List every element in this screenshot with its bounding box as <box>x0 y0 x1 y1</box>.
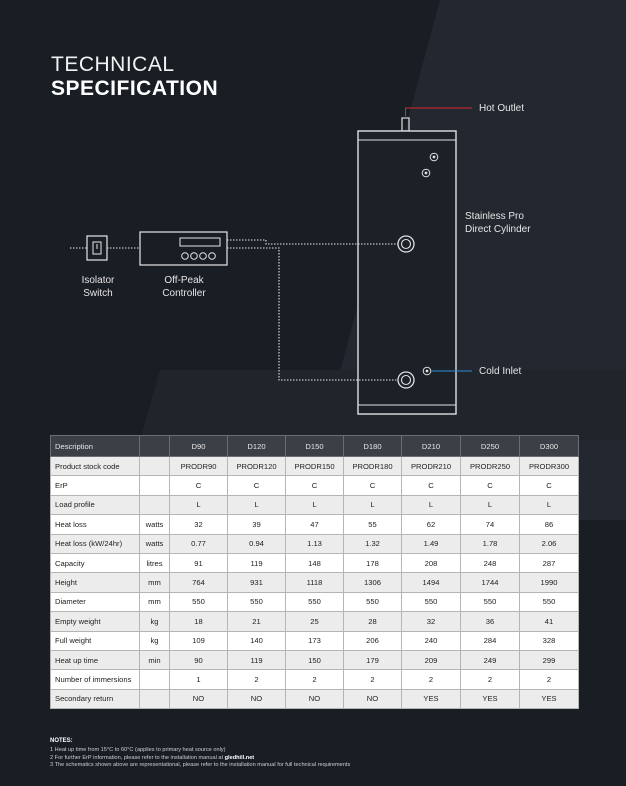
row-description: Empty weight <box>51 612 140 631</box>
table-cell: 550 <box>520 592 579 611</box>
row-unit: watts <box>140 534 170 553</box>
table-cell: 1.49 <box>402 534 461 553</box>
table-cell: 284 <box>461 631 520 650</box>
isolator-label-line-1: Isolator <box>81 275 115 286</box>
table-cell: PRODR150 <box>286 457 344 476</box>
row-unit: kg <box>140 612 170 631</box>
table-cell: PRODR120 <box>228 457 286 476</box>
table-cell: 1.32 <box>344 534 402 553</box>
table-cell: 1306 <box>344 573 402 592</box>
table-cell: 1990 <box>520 573 579 592</box>
table-row <box>51 495 579 514</box>
table-cell: C <box>461 476 520 495</box>
row-description: Secondary return <box>51 689 140 708</box>
row-unit: mm <box>140 592 170 611</box>
hot-outlet-label: Hot Outlet <box>479 103 525 114</box>
table-cell: 0.77 <box>170 534 228 553</box>
row-unit: min <box>140 650 170 669</box>
header-model: D180 <box>344 436 402 457</box>
header-model: D120 <box>228 436 286 457</box>
table-body <box>51 457 579 709</box>
table-cell: 209 <box>402 650 461 669</box>
table-cell: 299 <box>520 650 579 669</box>
notes <box>50 738 350 770</box>
isolator-label-line-2: Switch <box>83 288 113 299</box>
table-cell: 55 <box>344 515 402 534</box>
cylinder-label <box>465 210 531 236</box>
table-row <box>51 476 579 495</box>
table-row <box>51 650 579 669</box>
cylinder-label-line-2: Direct Cylinder <box>465 224 531 235</box>
header-model: D150 <box>286 436 344 457</box>
table-cell: 0.94 <box>228 534 286 553</box>
row-description: Height <box>51 573 140 592</box>
table-cell: 2.06 <box>520 534 579 553</box>
table-row <box>51 457 579 476</box>
table-cell: 287 <box>520 553 579 572</box>
table-cell: 764 <box>170 573 228 592</box>
table-cell: 119 <box>228 650 286 669</box>
table-cell: 550 <box>461 592 520 611</box>
table-cell: 2 <box>344 670 402 689</box>
table-cell: 240 <box>402 631 461 650</box>
table-cell: L <box>228 495 286 514</box>
cylinder-schematic <box>358 108 472 414</box>
table-cell: 39 <box>228 515 286 534</box>
table-cell: 150 <box>286 650 344 669</box>
row-unit <box>140 689 170 708</box>
table-cell: 140 <box>228 631 286 650</box>
row-unit <box>140 670 170 689</box>
table-cell: L <box>461 495 520 514</box>
table-cell: 1118 <box>286 573 344 592</box>
title-line-2: SPECIFICATION <box>51 77 219 100</box>
table-cell: 90 <box>170 650 228 669</box>
table-cell: 47 <box>286 515 344 534</box>
row-description: Full weight <box>51 631 140 650</box>
table-cell: 1744 <box>461 573 520 592</box>
table-cell: 74 <box>461 515 520 534</box>
table-cell: L <box>520 495 579 514</box>
note-3: 3 The schematics shown above are representational, please refer to the installation manual for full technical requirements <box>50 762 351 769</box>
table-cell: 18 <box>170 612 228 631</box>
header-model: D300 <box>520 436 579 457</box>
table-cell: 550 <box>170 592 228 611</box>
row-unit: litres <box>140 553 170 572</box>
row-unit: mm <box>140 573 170 592</box>
note-2 <box>50 755 350 762</box>
row-description: Heat loss <box>51 515 140 534</box>
table-cell: 36 <box>461 612 520 631</box>
table-cell: NO <box>170 689 228 708</box>
row-unit <box>140 476 170 495</box>
table-cell: 206 <box>344 631 402 650</box>
row-description: Number of immersions <box>51 670 140 689</box>
page-title <box>51 54 218 99</box>
table-row <box>51 515 579 534</box>
note-2-text: 2 For further ErP information, please refer to the installation manual at <box>50 754 225 761</box>
table-cell: 550 <box>286 592 344 611</box>
row-unit <box>140 457 170 476</box>
table-cell: C <box>344 476 402 495</box>
table-cell: C <box>170 476 228 495</box>
table-cell: 25 <box>286 612 344 631</box>
table-cell: 119 <box>228 553 286 572</box>
table-cell: 62 <box>402 515 461 534</box>
table-row <box>51 592 579 611</box>
row-description: Diameter <box>51 592 140 611</box>
table-row <box>51 612 579 631</box>
table-cell: PRODR180 <box>344 457 402 476</box>
table-cell: 173 <box>286 631 344 650</box>
table-cell: L <box>344 495 402 514</box>
table-row <box>51 631 579 650</box>
table-cell: 1494 <box>402 573 461 592</box>
header-unit <box>140 436 170 457</box>
table-cell: 2 <box>461 670 520 689</box>
isolator-switch-icon <box>87 236 107 260</box>
table-cell: 86 <box>520 515 579 534</box>
row-description: Heat loss (kW/24hr) <box>51 534 140 553</box>
header-model: D90 <box>170 436 228 457</box>
table-cell: 931 <box>228 573 286 592</box>
table-cell: 1.78 <box>461 534 520 553</box>
table-cell: 208 <box>402 553 461 572</box>
table-cell: 1 <box>170 670 228 689</box>
table-cell: C <box>286 476 344 495</box>
table-cell: 2 <box>520 670 579 689</box>
table-cell: 28 <box>344 612 402 631</box>
header-model: D250 <box>461 436 520 457</box>
note-1: 1 Heat up time from 15°C to 60°C (applies to primary heat source only) <box>50 747 226 754</box>
table-row <box>51 670 579 689</box>
table-cell: 550 <box>228 592 286 611</box>
row-description: Product stock code <box>51 457 140 476</box>
specification-table <box>50 435 579 709</box>
table-cell: YES <box>520 689 579 708</box>
table-cell: 32 <box>170 515 228 534</box>
controller-label-line-1: Off-Peak <box>164 275 204 286</box>
table-cell: PRODR250 <box>461 457 520 476</box>
table-cell: 41 <box>520 612 579 631</box>
header-model: D210 <box>402 436 461 457</box>
table-cell: 328 <box>520 631 579 650</box>
table-cell: PRODR210 <box>402 457 461 476</box>
row-description: Load profile <box>51 495 140 514</box>
off-peak-controller-label <box>148 274 220 300</box>
table-cell: 550 <box>402 592 461 611</box>
table-cell: 179 <box>344 650 402 669</box>
row-unit: kg <box>140 631 170 650</box>
table-cell: 2 <box>286 670 344 689</box>
row-unit: watts <box>140 515 170 534</box>
table-cell: 178 <box>344 553 402 572</box>
table-cell: 109 <box>170 631 228 650</box>
note-2-link: gledhill.net <box>224 754 255 761</box>
table-cell: 148 <box>286 553 344 572</box>
header-description: Description <box>51 436 140 457</box>
table-row <box>51 534 579 553</box>
table-cell: PRODR300 <box>520 457 579 476</box>
table-cell: YES <box>402 689 461 708</box>
table-cell: NO <box>344 689 402 708</box>
table-row <box>51 553 579 572</box>
table-cell: 550 <box>344 592 402 611</box>
table-cell: C <box>402 476 461 495</box>
isolator-switch-label <box>68 274 128 300</box>
table-cell: L <box>286 495 344 514</box>
table-row <box>51 689 579 708</box>
table-cell: L <box>402 495 461 514</box>
cold-inlet-label: Cold Inlet <box>479 366 522 377</box>
table-cell: C <box>228 476 286 495</box>
row-description: Capacity <box>51 553 140 572</box>
notes-title: NOTES: <box>50 738 73 744</box>
table-cell: PRODR90 <box>170 457 228 476</box>
controller-label-line-2: Controller <box>162 288 206 299</box>
off-peak-controller-icon <box>140 232 227 265</box>
table-cell: NO <box>228 689 286 708</box>
table-cell: C <box>520 476 579 495</box>
table-cell: 2 <box>228 670 286 689</box>
row-unit <box>140 495 170 514</box>
table-cell: NO <box>286 689 344 708</box>
table-cell: 1.13 <box>286 534 344 553</box>
row-description: ErP <box>51 476 140 495</box>
table-cell: 248 <box>461 553 520 572</box>
cylinder-label-line-1: Stainless Pro <box>465 211 524 222</box>
table-cell: 91 <box>170 553 228 572</box>
table-cell: 249 <box>461 650 520 669</box>
table-cell: 32 <box>402 612 461 631</box>
title-line-1: TECHNICAL <box>51 53 175 76</box>
table-row <box>51 573 579 592</box>
table-cell: L <box>170 495 228 514</box>
table-cell: YES <box>461 689 520 708</box>
table-cell: 2 <box>402 670 461 689</box>
table-cell: 21 <box>228 612 286 631</box>
row-description: Heat up time <box>51 650 140 669</box>
table-header-row <box>51 436 579 457</box>
